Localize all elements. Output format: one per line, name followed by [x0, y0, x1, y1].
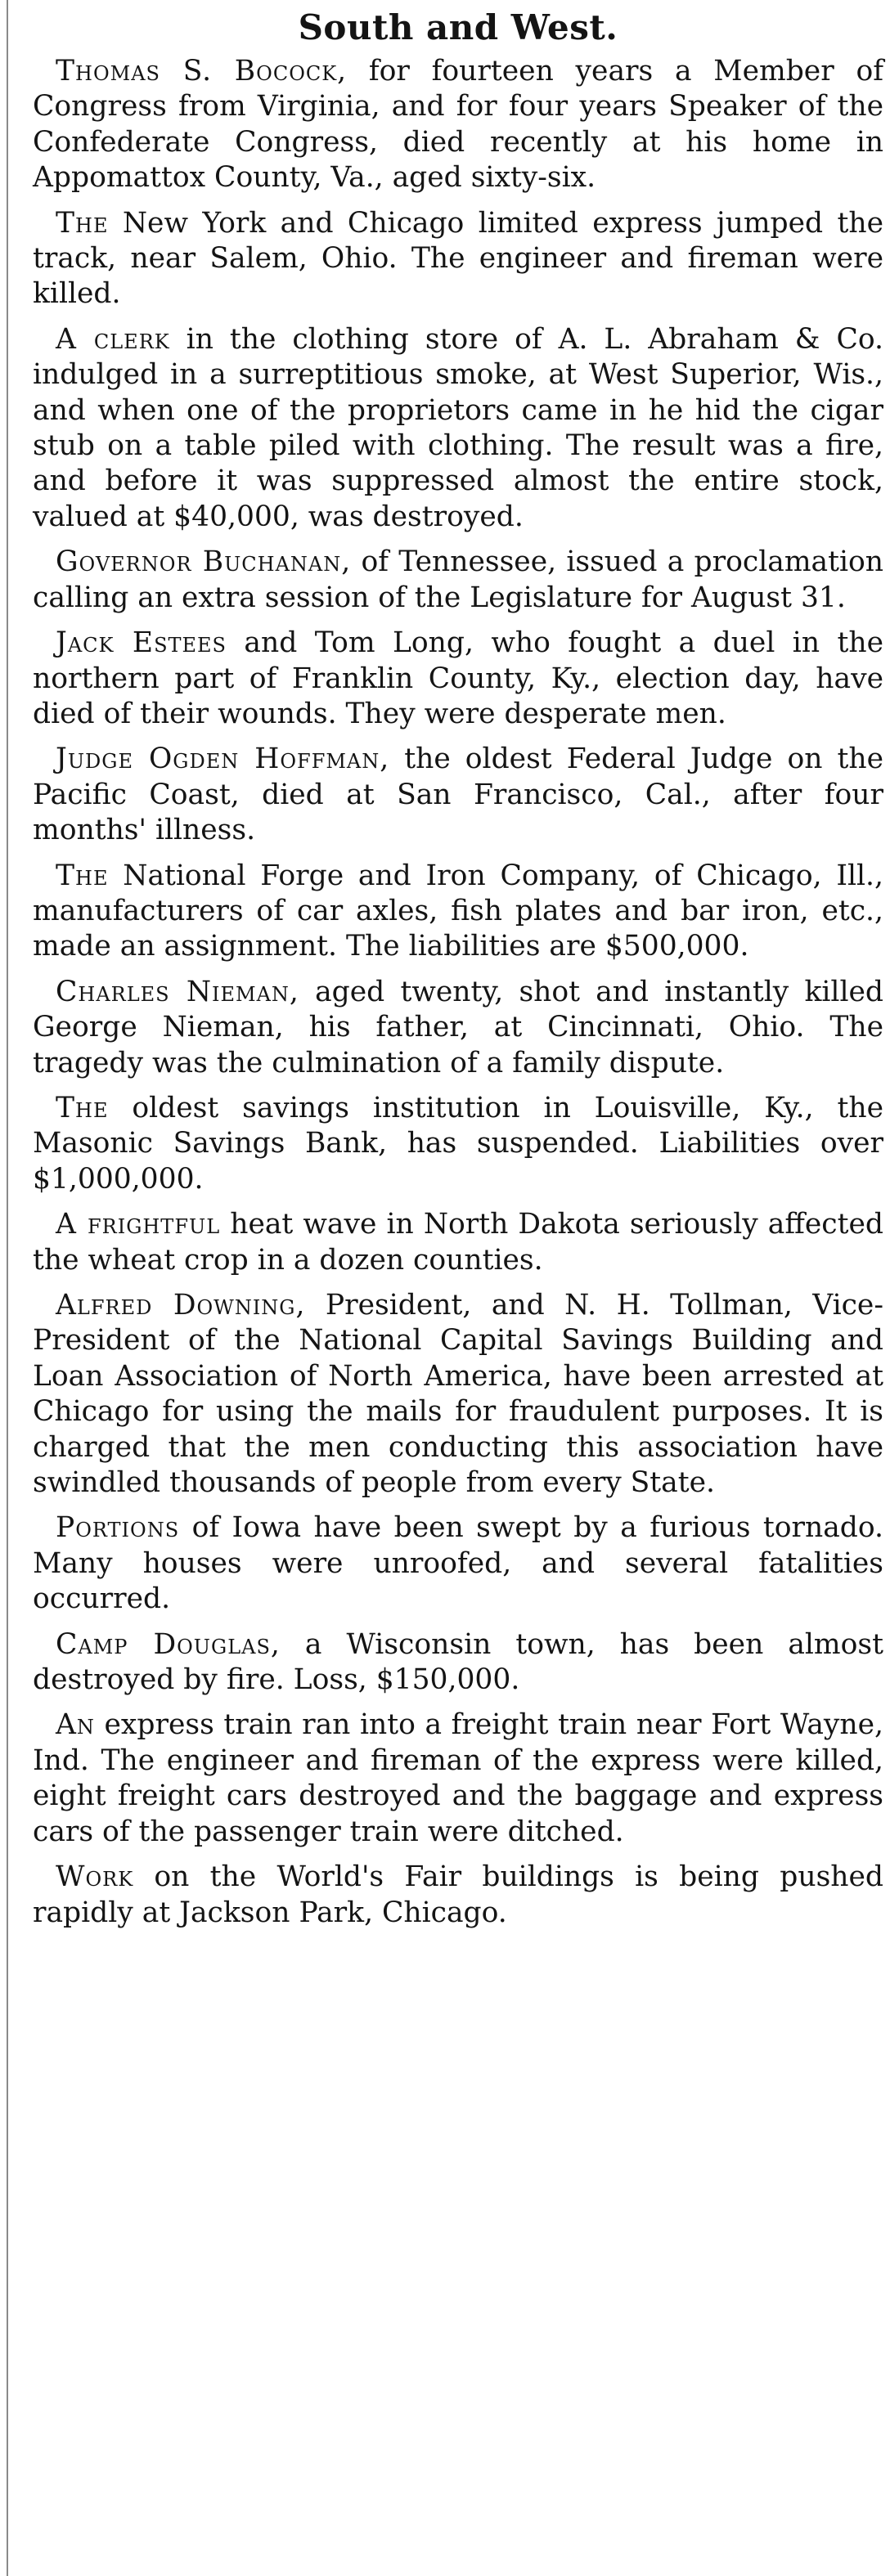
news-item: [33, 859, 883, 965]
item-text: and Tom Long, who fought a duel in the northern part of Franklin County, Ky., election day, have died of their wounds. They were desperate men.: [33, 626, 883, 730]
news-column: [33, 5, 883, 1941]
item-text: of Tennessee, issued a proclamation calling an extra session of the Legislature for August 31.: [33, 545, 883, 614]
news-item: [33, 1627, 883, 1699]
news-item: [33, 1860, 883, 1931]
item-text: on the World's Fair buildings is being pushed rapidly at Jackson Park, Chicago.: [33, 1860, 883, 1929]
item-lead: Jack Estees: [56, 626, 227, 660]
news-item: [33, 545, 883, 616]
item-text: oldest savings institution in Louisville, Ky., the Masonic Savings Bank, has suspended. Liabilities over $1,000,000.: [33, 1091, 883, 1196]
item-lead: An: [56, 1708, 95, 1742]
item-text: express train ran into a freight train near Fort Wayne, Ind. The engineer and fireman of the express were killed, eight freight cars destroyed and the baggage and express cars of the passenger train were ditched.: [33, 1708, 883, 1848]
item-lead: The: [56, 1091, 109, 1124]
section-headline: South and West.: [298, 7, 618, 47]
news-item: [33, 975, 883, 1081]
item-lead: The: [56, 859, 109, 892]
item-text: the oldest Federal Judge on the Pacific Coast, died at San Francisco, Cal., after four months' illness.: [33, 743, 883, 847]
item-lead: Governor Buchanan,: [56, 545, 352, 579]
item-text: aged twenty, shot and instantly killed George Nieman, his father, at Cincinnati, Ohio. The tragedy was the culmination of a family dispute.: [33, 975, 884, 1079]
news-item: [33, 1207, 883, 1278]
item-text: a Wisconsin town, has been almost destroyed by fire. Loss, $150,000.: [33, 1627, 883, 1697]
news-item: [33, 322, 883, 535]
column-rule: [7, 0, 8, 2576]
news-item: [33, 1288, 883, 1501]
news-item: [33, 1510, 883, 1617]
news-item: [33, 626, 883, 732]
item-lead: Judge Ogden Hoffman,: [56, 743, 390, 776]
item-text: National Forge and Iron Company, of Chicago, Ill., manufacturers of car axles, fish plates and bar iron, etc., made an assignment. The liabilities are $500,000.: [33, 859, 883, 963]
item-text: heat wave in North Dakota seriously affected the wheat crop in a dozen counties.: [33, 1208, 883, 1277]
item-lead: A frightful: [56, 1208, 221, 1241]
item-lead: The: [56, 206, 109, 240]
news-item: [33, 742, 883, 848]
news-item: [33, 1708, 883, 1850]
item-lead: Thomas S. Bocock,: [56, 55, 348, 88]
item-text: in the clothing store of A. L. Abraham & Co. indulged in a surreptitious smoke, at West Superior, Wis., and when one of the proprietors came in he hid the cigar stub on a table piled with clothing. The result was a fire, and before it was suppressed almost the entire stock, valued at $40,000, was destroyed.: [33, 322, 883, 533]
item-text: of Iowa have been swept by a furious tornado. Many houses were unroofed, and several fatalities occurred.: [33, 1511, 883, 1616]
news-item: [33, 206, 883, 312]
item-lead: Charles Nieman,: [56, 975, 299, 1008]
item-lead: Camp Douglas,: [56, 1627, 281, 1661]
news-item: [33, 1091, 883, 1197]
item-text: for fourteen years a Member of Congress from Virginia, and for four years Speaker of the Confederate Congress, died recently at his home in Appomattox County, Va., aged sixty-six.: [33, 55, 883, 195]
item-lead: Alfred Downing,: [56, 1289, 306, 1322]
item-lead: Work: [56, 1860, 134, 1894]
item-text: New York and Chicago limited express jumped the track, near Salem, Ohio. The engineer and fireman were killed.: [33, 206, 883, 311]
news-item: [33, 54, 883, 196]
item-text: President, and N. H. Tollman, Vice-President of the National Capital Savings Building and Loan Association of North America, have been arrested at Chicago for using the mails for fraudulent purposes. It is charged that the men conducting this association have swindled thousands of people from every State.: [33, 1289, 883, 1500]
item-lead: Portions: [56, 1511, 180, 1545]
item-lead: A clerk: [56, 322, 170, 356]
